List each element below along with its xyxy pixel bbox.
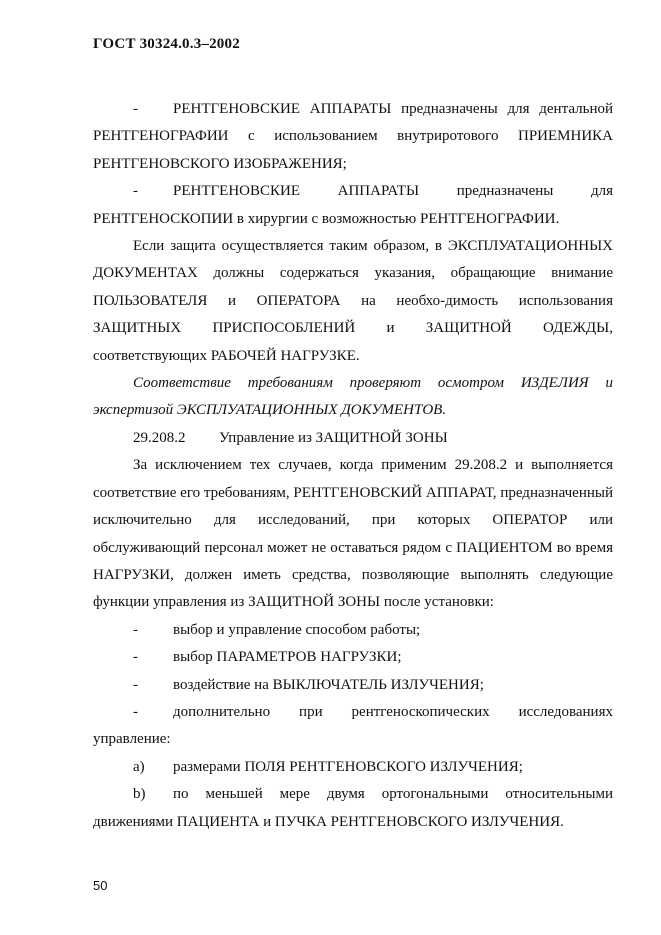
sub-item-text: по меньшей мере двумя ортогональными относительными движениями ПАЦИЕНТА и ПУЧКА РЕНТГЕНОВСКОГО ИЗЛУЧЕНИЯ. — [93, 786, 613, 830]
document-body — [93, 96, 613, 836]
sub-item-a — [93, 754, 613, 781]
paragraph-compliance: Соответствие требованиям проверяют осмотром ИЗДЕЛИЯ и экспертизой ЭКСПЛУАТАЦИОННЫХ ДОКУМЕНТОВ. — [93, 375, 613, 419]
dash-marker: - — [133, 183, 138, 200]
dash-marker: - — [133, 621, 138, 638]
section-number: 29.208.2 — [133, 429, 186, 446]
section-title: Управление из ЗАЩИТНОЙ ЗОНЫ — [219, 429, 448, 446]
sub-item-marker: a) — [133, 758, 145, 775]
list-item-text: РЕНТГЕНОВСКИЕ АППАРАТЫ предназначены для РЕНТГЕНОСКОПИИ в хирургии с возможностью РЕНТГЕНОГРАФИИ. — [93, 183, 613, 227]
list-item — [93, 617, 613, 644]
list-item-text: выбор ПАРАМЕТРОВ НАГРУЗКИ; — [173, 649, 402, 666]
list-item — [93, 672, 613, 699]
dash-marker: - — [133, 676, 138, 693]
page-number: 50 — [93, 878, 108, 893]
paragraph-protection: Если защита осуществляется таким образом, в ЭКСПЛУАТАЦИОННЫХ ДОКУМЕНТАХ должны содержаться указания, обращающие внимание ПОЛЬЗОВАТЕЛЯ и ОПЕРАТОРА на необхо-димость использования ЗАЩИТНЫХ ПРИСПОСОБЛЕНИЙ и ЗАЩИТНОЙ ОДЕЖДЫ, соответствующих РАБОЧЕЙ НАГРУЗКЕ. — [93, 238, 613, 364]
list-item — [93, 699, 613, 754]
list-item-text: РЕНТГЕНОВСКИЕ АППАРАТЫ предназначены для дентальной РЕНТГЕНОГРАФИИ с использованием внутриротового ПРИЕМНИКА РЕНТГЕНОВСКОГО ИЗОБРАЖЕНИЯ; — [93, 101, 613, 172]
list-item-text: дополнительно при рентгеноскопических исследованиях управление: — [93, 703, 613, 748]
list-item — [93, 178, 613, 233]
sub-item-text: размерами ПОЛЯ РЕНТГЕНОВСКОГО ИЗЛУЧЕНИЯ; — [173, 758, 523, 775]
section-heading — [93, 425, 613, 452]
sub-item-marker: b) — [133, 786, 146, 803]
list-item-text: выбор и управление способом работы; — [173, 621, 421, 638]
list-item — [93, 644, 613, 671]
dash-marker: - — [133, 703, 138, 720]
sub-item-b — [93, 781, 613, 836]
document-header: ГОСТ 30324.0.3–2002 — [93, 36, 240, 52]
paragraph-control: За исключением тех случаев, когда применим 29.208.2 и выполняется соответствие его требованиям, РЕНТГЕНОВСКИЙ АППАРАТ, предназначенный исключительно для исследований, при которых ОПЕРАТОР или обслуживающий персонал может не оставаться рядом с ПАЦИЕНТОМ во время НАГРУЗКИ, должен иметь средства, позволяющие выполнять следующие функции управления из ЗАЩИТНОЙ ЗОНЫ после установки: — [93, 457, 613, 611]
dash-marker: - — [133, 101, 138, 117]
list-item-text: воздействие на ВЫКЛЮЧАТЕЛЬ ИЗЛУЧЕНИЯ; — [173, 676, 484, 693]
dash-marker: - — [133, 649, 138, 666]
list-item — [93, 96, 613, 178]
